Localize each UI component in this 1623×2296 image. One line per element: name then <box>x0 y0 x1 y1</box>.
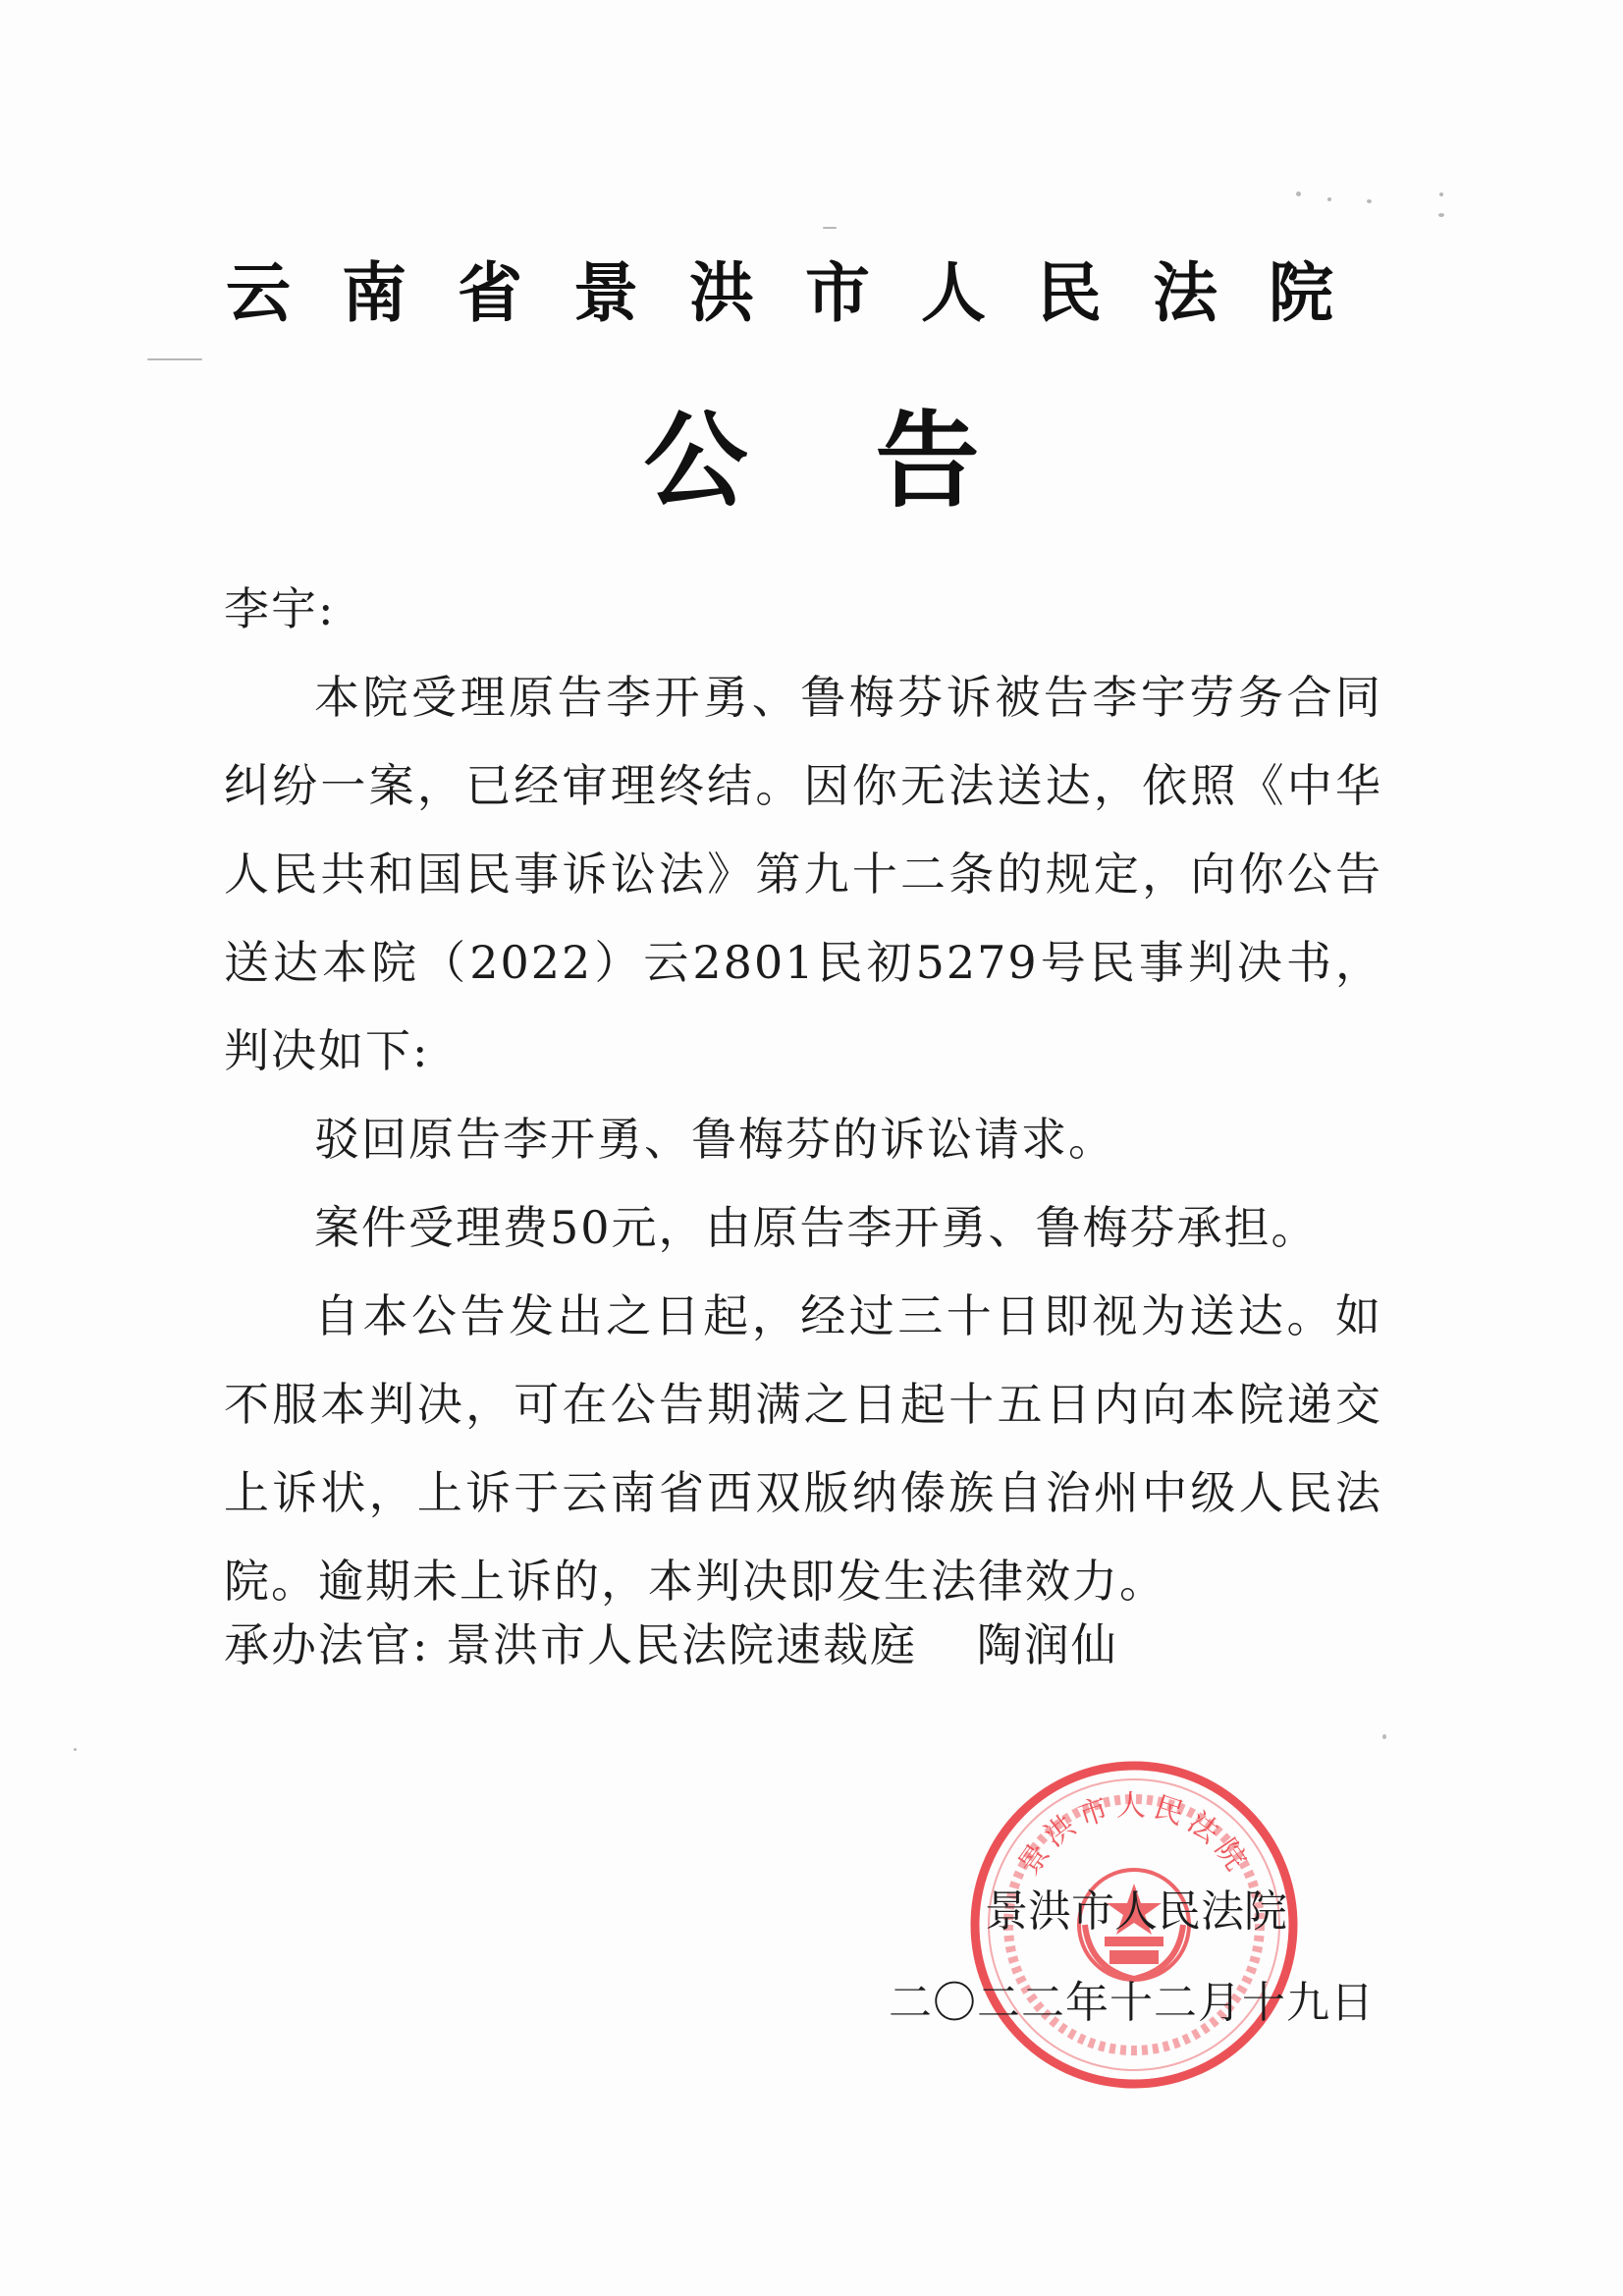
scan-speck <box>1367 199 1372 203</box>
issue-date: 二〇二二年十二月十九日 <box>889 1978 1375 2028</box>
paragraph-ruling: 驳回原告李开勇、鲁梅芬的诉讼请求。 <box>314 1113 1115 1166</box>
paragraph-appeal: 自本公告发出之日起，经过三十日即视为送达。如不服本判决，可在公告期满之日起十五日内向本院递交上诉状，上诉于云南省西双版纳傣族自治州中级人民法院。逾期未上诉的，本判决即发生法律效力。 <box>224 1289 1382 1608</box>
scan-speck <box>1382 1734 1386 1739</box>
officer-label: 承办法官: <box>224 1618 430 1671</box>
notice-title: 公告 <box>643 401 1108 521</box>
officer-judge: 陶润仙 <box>976 1618 1118 1671</box>
paragraph-fee: 案件受理费50元，由原告李开勇、鲁梅芬承担。 <box>314 1201 1319 1254</box>
svg-text:景洪市人民法院 <box>1011 1788 1256 1882</box>
paragraph-case: 本院受理原告李开勇、鲁梅芬诉被告李宇劳务合同纠纷一案，已经审理终结。因你无法送达，依照《中华人民共和国民事诉讼法》第九十二条的规定，向你公告送达本院（2022）云2801民初5279号民事判决书，判决如下: <box>224 671 1382 1077</box>
scan-speck <box>1439 192 1443 196</box>
scan-speck <box>74 1748 77 1751</box>
addressee: 李宇: <box>224 582 336 635</box>
scan-speck <box>823 227 837 229</box>
seal-text: 景洪市人民法院 <box>1011 1788 1257 1882</box>
issuing-court: 景洪市人民法院 <box>985 1886 1287 1937</box>
scan-speck <box>1438 213 1444 217</box>
court-title: 云南省景洪市人民法院 <box>226 255 1384 331</box>
scan-speck <box>1327 197 1331 201</box>
scan-speck <box>147 358 202 360</box>
presiding-officer <box>224 1611 1118 1679</box>
scan-speck <box>1296 191 1301 196</box>
notice-body <box>224 565 1382 1625</box>
officer-department: 景洪市人民法院速裁庭 <box>446 1618 918 1671</box>
